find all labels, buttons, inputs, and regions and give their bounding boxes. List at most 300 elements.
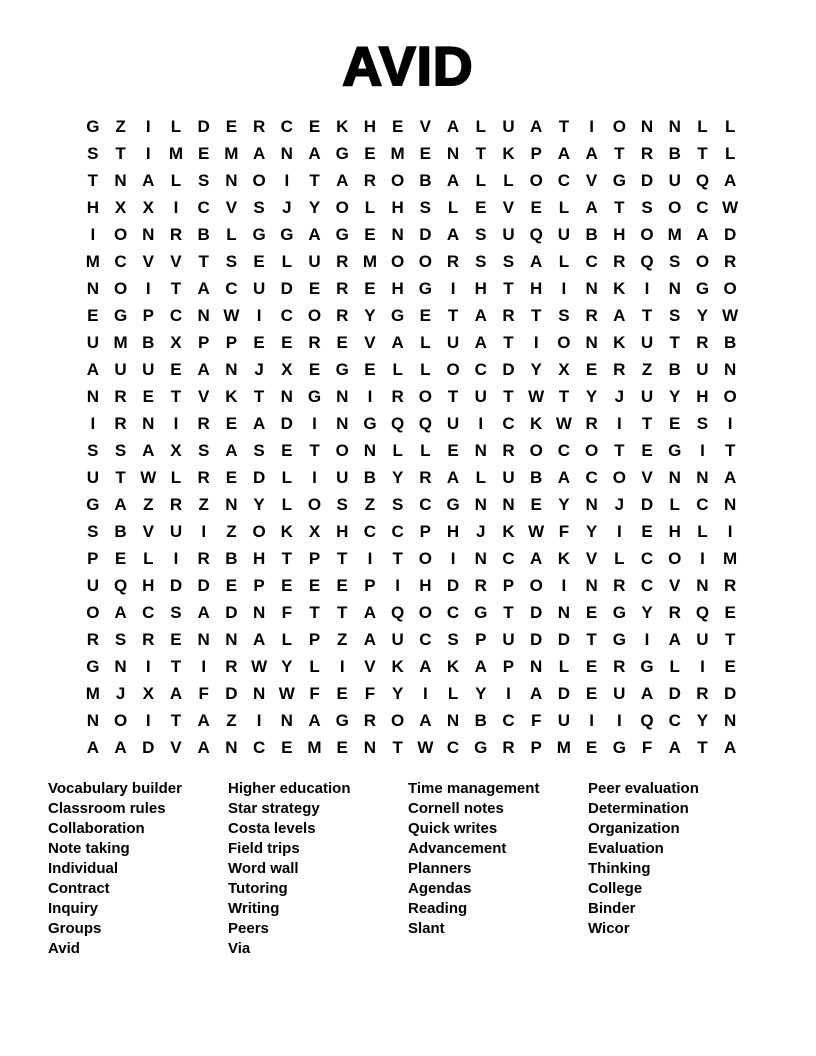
grid-cell: L	[392, 360, 403, 379]
grid-cell: T	[669, 333, 680, 352]
grid-cell: S	[391, 495, 404, 514]
grid-cell: L	[420, 333, 431, 352]
grid-cell: I	[201, 657, 207, 676]
grid-cell: A	[530, 684, 543, 703]
grid-cell: I	[145, 144, 151, 163]
grid-cell: N	[557, 603, 571, 622]
grid-cell: L	[420, 441, 431, 460]
grid-cell: T	[198, 252, 209, 271]
grid-cell: H	[530, 279, 543, 298]
grid-cell: S	[558, 306, 570, 325]
grid-cell: I	[561, 279, 567, 298]
grid-cell: G	[391, 306, 405, 325]
grid-cell: R	[114, 387, 127, 406]
grid-cell: R	[474, 576, 487, 595]
grid-cell: D	[252, 468, 266, 487]
grid-cell: A	[474, 306, 487, 325]
grid-cell: W	[417, 738, 434, 757]
grid-cell: N	[86, 279, 99, 298]
grid-cell: U	[613, 684, 626, 703]
grid-cell: I	[533, 333, 539, 352]
word-item: Costa levels	[228, 820, 316, 837]
grid-cell: A	[142, 171, 155, 190]
grid-cell: B	[724, 333, 737, 352]
grid-cell: L	[392, 441, 403, 460]
grid-cell: N	[446, 144, 460, 163]
grid-cell: G	[280, 225, 294, 244]
grid-cell: T	[309, 441, 320, 460]
grid-cell: U	[308, 252, 321, 271]
grid-cell: O	[529, 441, 543, 460]
grid-cell: T	[170, 657, 182, 676]
grid-cell: N	[585, 495, 598, 514]
grid-cell: I	[395, 576, 400, 595]
grid-cell: I	[644, 279, 650, 298]
grid-cell: U	[169, 522, 183, 541]
grid-cell: L	[447, 684, 459, 703]
grid-cell: E	[419, 144, 432, 163]
grid-cell: T	[558, 387, 570, 406]
grid-cell: I	[727, 414, 733, 433]
grid-cell: W	[555, 414, 572, 433]
grid-cell: N	[724, 711, 737, 730]
grid-cell: C	[419, 630, 432, 649]
grid-cell: M	[667, 225, 682, 244]
grid-cell: O	[640, 225, 654, 244]
grid-cell: O	[418, 549, 432, 568]
grid-cell: Y	[475, 684, 487, 703]
grid-cell: V	[585, 171, 598, 190]
grid-cell: L	[724, 144, 736, 163]
grid-cell: P	[253, 576, 265, 595]
grid-cell: G	[363, 414, 377, 433]
grid-cell: E	[170, 360, 182, 379]
grid-cell: Q	[113, 576, 128, 595]
grid-cell: A	[169, 684, 183, 703]
grid-cell: K	[502, 144, 515, 163]
grid-cell: E	[364, 144, 376, 163]
grid-cell: C	[696, 495, 709, 514]
grid-cell: Y	[696, 711, 709, 730]
grid-cell: L	[447, 198, 459, 217]
grid-cell: N	[252, 603, 266, 622]
grid-cell: D	[502, 360, 515, 379]
grid-cell: Y	[669, 387, 681, 406]
word-item: Vocabulary builder	[48, 780, 182, 797]
grid-cell: B	[668, 360, 681, 379]
grid-cell: N	[252, 684, 266, 703]
grid-cell: N	[724, 360, 737, 379]
grid-cell: G	[335, 711, 349, 730]
grid-cell: Z	[641, 360, 653, 379]
grid-cell: D	[142, 738, 155, 757]
grid-cell: X	[170, 441, 182, 460]
grid-cell: S	[87, 144, 99, 163]
grid-cell: O	[446, 360, 460, 379]
grid-cell: G	[418, 279, 432, 298]
grid-cell: C	[446, 603, 460, 622]
grid-cell: H	[336, 522, 349, 541]
grid-cell: I	[145, 117, 151, 136]
grid-cell: S	[336, 495, 348, 514]
grid-cell: S	[419, 198, 432, 217]
word-item: Agendas	[408, 880, 472, 897]
grid-cell: N	[142, 225, 155, 244]
grid-cell: A	[225, 441, 238, 460]
grid-cell: O	[612, 117, 626, 136]
grid-cell: L	[281, 630, 292, 649]
grid-cell: H	[363, 117, 377, 136]
grid-cell: L	[475, 171, 486, 190]
grid-cell: T	[503, 387, 514, 406]
word-item: Reading	[408, 900, 468, 917]
word-item: Inquiry	[48, 900, 99, 917]
grid-cell: A	[474, 333, 487, 352]
grid-cell: A	[308, 711, 321, 730]
word-item: Cornell notes	[408, 800, 504, 817]
grid-cell: S	[114, 630, 127, 649]
grid-cell: C	[142, 603, 155, 622]
grid-cell: D	[280, 279, 293, 298]
grid-cell: A	[474, 657, 487, 676]
grid-cell: E	[641, 441, 653, 460]
grid-cell: A	[197, 738, 210, 757]
grid-cell: A	[446, 225, 460, 244]
word-item: Note taking	[48, 840, 130, 857]
grid-cell: T	[170, 387, 182, 406]
grid-cell: E	[225, 576, 238, 595]
grid-cell: M	[307, 738, 322, 757]
grid-cell: N	[142, 414, 155, 433]
grid-cell: R	[585, 414, 598, 433]
grid-cell: S	[114, 441, 127, 460]
grid-cell: U	[114, 360, 127, 379]
grid-cell: T	[115, 144, 126, 163]
grid-cell: D	[197, 576, 210, 595]
grid-cell: E	[225, 117, 238, 136]
grid-cell: O	[695, 252, 710, 271]
grid-cell: V	[170, 252, 182, 271]
grid-cell: U	[86, 576, 99, 595]
grid-cell: P	[198, 333, 210, 352]
grid-cell: L	[558, 252, 570, 271]
grid-cell: E	[364, 225, 376, 244]
grid-cell: A	[419, 711, 432, 730]
grid-cell: K	[502, 522, 515, 541]
grid-cell: G	[612, 603, 626, 622]
grid-cell: C	[419, 495, 432, 514]
grid-cell: Q	[391, 603, 405, 622]
grid-cell: V	[170, 738, 182, 757]
grid-cell: E	[281, 576, 293, 595]
grid-cell: E	[336, 738, 348, 757]
grid-cell: Y	[281, 657, 293, 676]
grid-cell: D	[169, 576, 183, 595]
grid-cell: I	[589, 711, 594, 730]
grid-cell: J	[282, 198, 292, 217]
grid-cell: N	[696, 576, 709, 595]
grid-cell: R	[308, 333, 321, 352]
grid-cell: C	[640, 576, 654, 595]
grid-cell: I	[145, 279, 151, 298]
grid-cell: P	[475, 630, 487, 649]
grid-cell: D	[419, 225, 432, 244]
grid-cell: J	[614, 387, 625, 406]
grid-cell: O	[391, 171, 405, 190]
grid-cell: N	[585, 576, 598, 595]
grid-cell: H	[252, 549, 266, 568]
grid-cell: D	[557, 630, 571, 649]
word-item: Planners	[408, 860, 472, 877]
grid-cell: O	[86, 603, 100, 622]
grid-cell: T	[724, 630, 736, 649]
grid-cell: G	[335, 360, 349, 379]
grid-cell: A	[613, 306, 626, 325]
grid-cell: F	[281, 603, 292, 622]
grid-cell: N	[280, 387, 293, 406]
grid-cell: I	[173, 414, 179, 433]
grid-cell: K	[336, 117, 349, 136]
grid-cell: I	[145, 711, 151, 730]
grid-cell: I	[450, 549, 456, 568]
grid-cell: N	[363, 738, 377, 757]
grid-cell: L	[475, 117, 486, 136]
grid-cell: C	[225, 279, 238, 298]
grid-cell: Y	[253, 495, 265, 514]
grid-cell: S	[253, 198, 265, 217]
word-item: Evaluation	[588, 840, 664, 857]
grid-cell: A	[668, 630, 681, 649]
grid-cell: B	[585, 225, 598, 244]
grid-cell: I	[367, 549, 373, 568]
grid-cell: A	[530, 117, 543, 136]
grid-cell: G	[86, 495, 100, 514]
grid-cell: T	[447, 387, 459, 406]
grid-cell: U	[557, 225, 571, 244]
grid-cell: S	[170, 603, 182, 622]
grid-cell: L	[170, 117, 182, 136]
grid-cell: O	[612, 468, 626, 487]
grid-cell: N	[446, 711, 460, 730]
grid-cell: W	[722, 306, 739, 325]
grid-cell: O	[723, 387, 737, 406]
letter-grid	[79, 113, 744, 761]
grid-cell: U	[502, 630, 515, 649]
grid-cell: L	[420, 360, 431, 379]
grid-cell: O	[418, 387, 432, 406]
grid-cell: G	[252, 225, 266, 244]
grid-cell: S	[253, 441, 265, 460]
grid-cell: O	[529, 171, 543, 190]
grid-cell: U	[336, 468, 349, 487]
grid-cell: G	[86, 117, 100, 136]
grid-cell: T	[392, 738, 403, 757]
grid-cell: Y	[308, 198, 321, 217]
grid-cell: N	[280, 711, 293, 730]
grid-cell: G	[474, 603, 488, 622]
grid-cell: V	[142, 522, 154, 541]
grid-cell: U	[446, 414, 460, 433]
grid-cell: S	[87, 441, 99, 460]
grid-cell: G	[612, 630, 626, 649]
grid-cell: E	[336, 684, 348, 703]
grid-cell: Y	[585, 387, 598, 406]
grid-cell: A	[308, 144, 321, 163]
grid-cell: C	[696, 198, 709, 217]
grid-cell: R	[363, 711, 377, 730]
grid-cell: C	[557, 441, 571, 460]
grid-cell: E	[585, 738, 598, 757]
grid-cell: L	[503, 171, 514, 190]
grid-cell: E	[142, 387, 154, 406]
grid-cell: T	[337, 549, 348, 568]
word-item: Organization	[588, 820, 680, 837]
grid-cell: A	[252, 630, 266, 649]
grid-cell: A	[363, 630, 377, 649]
grid-cell: U	[86, 333, 99, 352]
grid-cell: R	[336, 252, 349, 271]
word-item: Peers	[228, 920, 269, 937]
grid-cell: Y	[585, 522, 598, 541]
grid-cell: I	[616, 711, 622, 730]
grid-cell: D	[280, 414, 293, 433]
grid-cell: G	[474, 738, 488, 757]
grid-cell: O	[252, 171, 266, 190]
grid-cell: A	[557, 468, 571, 487]
grid-cell: U	[252, 279, 266, 298]
grid-cell: A	[668, 738, 681, 757]
grid-cell: Q	[695, 171, 710, 190]
grid-cell: D	[640, 495, 654, 514]
grid-cell: N	[225, 171, 238, 190]
word-item: Peer evaluation	[588, 780, 699, 797]
grid-cell: R	[336, 306, 349, 325]
grid-cell: L	[309, 657, 320, 676]
grid-cell: X	[170, 333, 182, 352]
grid-cell: B	[474, 711, 487, 730]
grid-cell: X	[142, 684, 154, 703]
grid-cell: E	[114, 549, 127, 568]
grid-cell: E	[585, 657, 598, 676]
puzzle-title: AVID	[342, 35, 474, 97]
grid-cell: C	[502, 414, 515, 433]
grid-cell: R	[391, 387, 404, 406]
word-item: Contract	[48, 880, 110, 897]
grid-cell: Y	[364, 306, 376, 325]
grid-cell: I	[312, 414, 317, 433]
grid-cell: A	[363, 603, 377, 622]
grid-cell: E	[585, 684, 598, 703]
grid-cell: L	[558, 657, 570, 676]
grid-cell: A	[391, 333, 404, 352]
grid-cell: A	[308, 225, 321, 244]
grid-cell: X	[308, 522, 321, 541]
word-list-column	[228, 779, 408, 959]
grid-cell: I	[339, 657, 345, 676]
grid-cell: R	[225, 657, 238, 676]
grid-cell: I	[256, 306, 262, 325]
grid-cell: R	[86, 630, 99, 649]
grid-cell: Q	[640, 711, 654, 730]
grid-cell: A	[86, 738, 99, 757]
grid-cell: S	[475, 225, 487, 244]
grid-cell: I	[422, 684, 428, 703]
grid-cell: I	[90, 414, 96, 433]
grid-cell: R	[724, 252, 737, 271]
grid-cell: D	[724, 225, 737, 244]
grid-cell: N	[114, 657, 127, 676]
grid-cell: E	[225, 414, 238, 433]
grid-cell: I	[173, 198, 179, 217]
grid-cell: T	[475, 144, 486, 163]
grid-cell: E	[364, 279, 376, 298]
grid-cell: C	[391, 522, 404, 541]
grid-cell: O	[668, 549, 682, 568]
grid-cell: H	[668, 522, 681, 541]
grid-cell: M	[390, 144, 405, 163]
grid-cell: B	[114, 522, 127, 541]
grid-cell: O	[723, 279, 737, 298]
word-item: Star strategy	[228, 800, 320, 817]
word-item: Higher education	[228, 780, 351, 797]
grid-cell: P	[364, 576, 376, 595]
grid-cell: A	[724, 738, 737, 757]
grid-cell: S	[198, 441, 210, 460]
grid-cell: Q	[418, 414, 432, 433]
word-item: Advancement	[408, 840, 507, 857]
grid-cell: O	[113, 225, 128, 244]
grid-cell: G	[668, 441, 682, 460]
grid-cell: D	[640, 171, 654, 190]
grid-cell: M	[85, 252, 100, 271]
grid-cell: Z	[115, 117, 126, 136]
grid-cell: R	[640, 144, 654, 163]
grid-cell: X	[558, 360, 570, 379]
grid-cell: T	[724, 441, 736, 460]
grid-cell: N	[225, 738, 238, 757]
grid-cell: C	[502, 549, 515, 568]
grid-cell: L	[724, 117, 736, 136]
grid-cell: H	[391, 279, 404, 298]
grid-cell: P	[419, 522, 432, 541]
word-item: Thinking	[588, 860, 651, 877]
grid-cell: R	[142, 630, 155, 649]
grid-cell: O	[307, 495, 322, 514]
grid-cell: L	[226, 225, 237, 244]
grid-cell: R	[363, 171, 377, 190]
word-item: Avid	[48, 940, 80, 957]
grid-cell: S	[669, 306, 681, 325]
grid-cell: O	[113, 279, 128, 298]
grid-cell: Q	[640, 252, 654, 271]
grid-cell: N	[474, 495, 487, 514]
grid-cell: K	[557, 549, 571, 568]
grid-cell: Y	[391, 684, 404, 703]
grid-cell: S	[87, 522, 99, 541]
grid-cell: T	[641, 414, 653, 433]
grid-cell: U	[502, 468, 515, 487]
grid-cell: A	[585, 198, 598, 217]
grid-cell: A	[197, 603, 210, 622]
grid-cell: M	[556, 738, 571, 757]
grid-cell: C	[585, 252, 598, 271]
grid-cell: C	[169, 306, 183, 325]
grid-cell: G	[335, 144, 349, 163]
grid-cell: A	[557, 144, 571, 163]
grid-cell: N	[640, 117, 654, 136]
grid-cell: H	[391, 198, 404, 217]
grid-cell: B	[530, 468, 543, 487]
